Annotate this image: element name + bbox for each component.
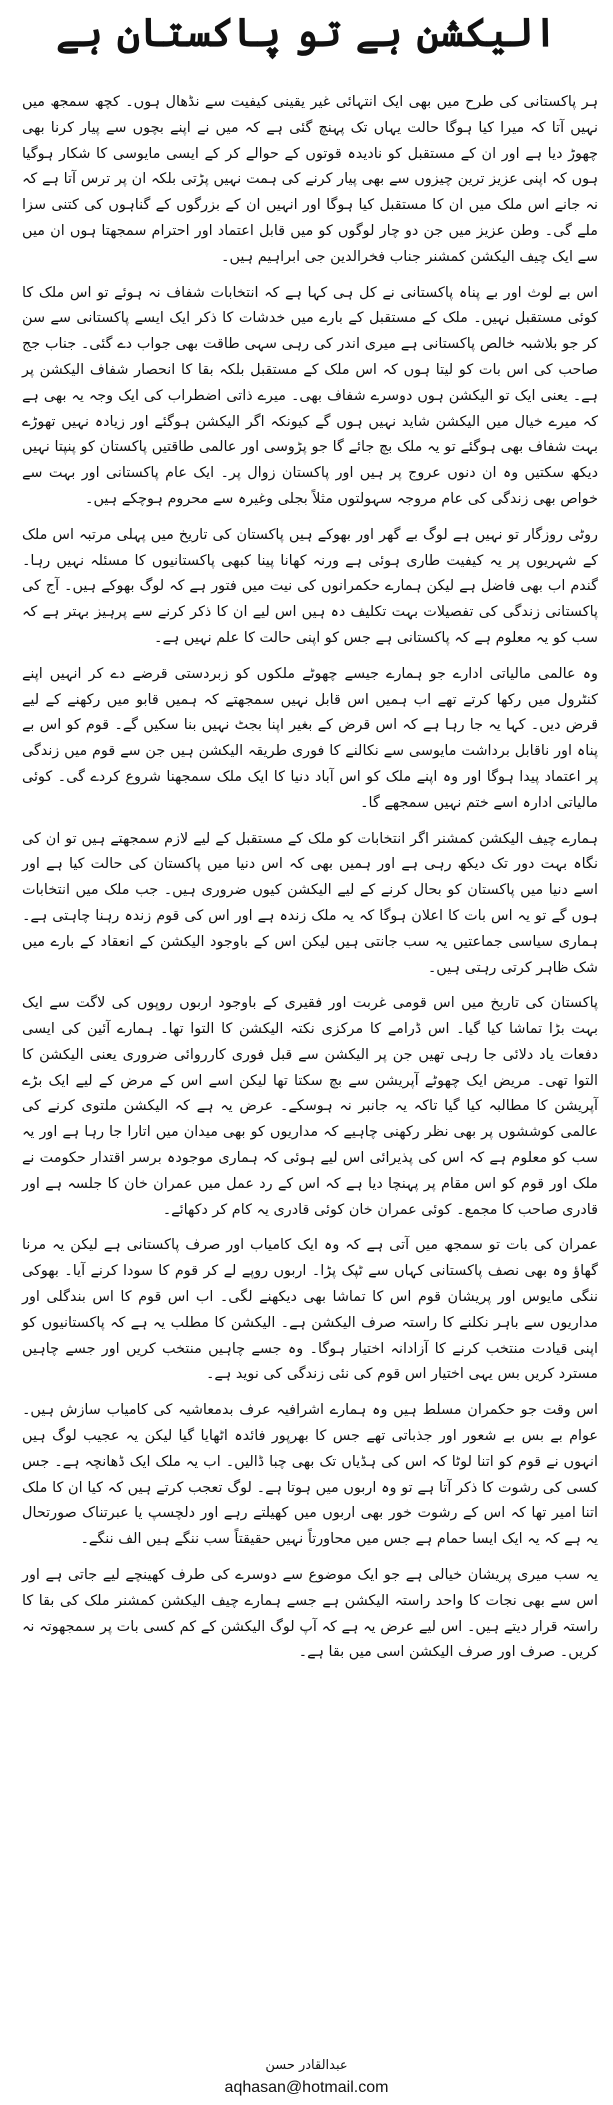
paragraph-1: ہر پاکستانی کی طرح میں بھی ایک انتہائی غیر یقینی کیفیت سے نڈھال ہوں۔ کچھ سمجھ میں نہیں آتا کہ میرا کیا ہوگا حالت یہاں تک پہنچ گئی ہے کہ میں نے اپنے بچوں سے پیار کرنا بھی چھوڑ دیا ہے اور ان کے مستقبل کو نادیدہ قوتوں کے حوالے کر کے ایسی مایوسی کا شکار ہوگیا ہوں کہ اپنی عزیز ترین چیزوں سے بھی پیار کرنے کی ہمت نہیں پڑتی بلکہ ان پر ترس آتا ہے کہ نہ جانے اس ملک میں ان کا مستقبل کیا ہوگا اور انہیں ان کے بزرگوں کے گناہوں کی کتنی سزا ملے گی۔ وطن عزیز میں جن دو چار لوگوں کو میں قابل اعتماد اور احترام سمجھتا ہوں ان میں سے ایک چیف الیکشن کمشنر جناب فخرالدین جی ابراہیم ہیں۔ <box>22 94 598 265</box>
paragraph-7: عمران کی بات تو سمجھ میں آتی ہے کہ وہ ایک کامیاب اور صرف پاکستانی ہے لیکن یہ مرنا گھاؤ وہ بھی نصف پاکستانی کہاں سے ٹپک پڑا۔ اربوں روپے لے کر قوم کا سودا کرنے آیا۔ بھوکی ننگی مایوس اور پریشان قوم اس کا تماشا بھی دیکھنے لگی۔ اب اس قوم کا اس بندگلی اور مداریوں سے باہر نکلنے کا راستہ صرف الیکشن ہے۔ الیکشن کا مطلب یہ ہے کہ پاکستانیوں کو اپنی قیادت منتخب کرنے کا آزادانہ اختیار ہوگا۔ وہ جسے چاہیں منتخب کریں اور جسے چاہیں مسترد کریں بس یہی اختیار اس قوم کی نئی زندگی کی نوید ہے۔ <box>22 1237 598 1383</box>
article-headline: الیکشن ہے تو پاکستان ہے <box>55 9 557 56</box>
paragraph-4: وہ عالمی مالیاتی ادارے جو ہمارے جیسے چھوٹے ملکوں کو زبردستی قرضے دے کر انہیں اپنے کنٹرول میں رکھا کرتے تھے اب ہمیں اس قابل نہیں سمجھتے کہ ہمیں قابو میں رکھنے کے لیے قرض دیں۔ کہا یہ جا رہا ہے کہ اس قرض کے بغیر اپنا بجٹ نہیں بنا سکیں گے۔ قوم کو اس بے پناہ اور ناقابل برداشت مایوسی سے نکالنے کا فوری طریقہ الیکشن ہیں جن سے قوم میں زندگی پر اعتماد پیدا ہوگا اور وہ اپنے ملک کو اس آباد دنیا کا ایک ملک سمجھنا شروع کردے گی۔ کوئی مالیاتی ادارہ اسے ختم نہیں سمجھے گا۔ <box>22 665 598 811</box>
paragraph-9: یہ سب میری پریشان خیالی ہے جو ایک موضوع سے دوسرے کی طرف کھینچے لیے جاتی ہے اور اس سے بھی نجات کا واحد راستہ الیکشن ہے جسے ہمارے چیف الیکشن کمشنر ملک کی بقا کا راستہ قرار دیتے ہیں۔ اس لیے عرض یہ ہے کہ آپ لوگ الیکشن کے کم کسی بات پر سمجھوتہ نہ کریں۔ صرف اور صرف الیکشن اسی میں بقا ہے۔ <box>22 1567 598 1661</box>
paragraph-5: ہمارے چیف الیکشن کمشنر اگر انتخابات کو ملک کے مستقبل کے لیے لازم سمجھتے ہیں تو ان کی نگاہ بہت دور تک دیکھ رہی ہے اور ہمیں بھی کہ اس دنیا میں پاکستان کی حالت کیا ہے اور اسے دنیا میں پاکستان کو بحال کرنے کے لیے الیکشن کیوں ضروری ہیں۔ جب ملک میں انتخابات ہوں گے تو یہ اس بات کا اعلان ہوگا کہ یہ ملک زندہ ہے اور اس کی قوم زندہ رہنا چاہتی ہے۔ ہماری سیاسی جماعتیں یہ سب جانتی ہیں لیکن اس کے باوجود الیکشن کے انعقاد کے بارے میں شک ظاہر کرتی رہتی ہیں۔ <box>22 830 598 976</box>
paragraph-6: پاکستان کی تاریخ میں اس قومی غربت اور فقیری کے باوجود اربوں روپوں کی لاگت سے ایک بہت بڑا تماشا کیا گیا۔ اس ڈرامے کا مرکزی نکتہ الیکشن کا التوا تھا۔ ہمارے آئین کی ایسی دفعات یاد دلائی جا رہی تھیں جن پر الیکشن سے قبل فوری کارروائی ضروری یعنی الیکشن کا التوا تھی۔ مریض ایک چھوٹے آپریشن سے بچ سکتا تھا لیکن اسے اس کے مرض کے لیے ایک بڑے آپریشن کا مطالبہ کیا گیا تاکہ یہ جانبر نہ ہوسکے۔ عرض یہ ہے کہ الیکشن ملتوی کرنے کی عالمی کوششوں پر بھی نظر رکھنی چاہیے کہ مداریوں کو بھی میدان میں اتارا جا رہا ہے اور یہ سب کو معلوم ہے کہ اس کی پذیرائی اس لیے ہوئی کہ ہماری موجودہ برسر اقتدار حکومت نے ملک اور قوم کو اس مقام پر پہنچا دیا ہے کہ اس کے رد عمل میں عمران خان کا جلسہ ہے اور قادری صاحب کا مجمع۔ کوئی عمران خان کوئی قادری یہ کام کر دکھائے۔ <box>22 995 598 1218</box>
article-body <box>22 90 598 1676</box>
author-email[interactable]: aqhasan@hotmail.com <box>224 2079 389 2096</box>
paragraph-2: اس بے لوث اور بے پناہ پاکستانی نے کل ہی کہا ہے کہ انتخابات شفاف نہ ہوئے تو اس ملک کا کوئی مستقبل نہیں۔ ملک کے مستقبل کے بارے میں خدشات کا ذکر ایک ایسے پاکستانی سے سن کر جو بلاشبہ خالص پاکستانی ہے میری اندر کی رہی سہی طاقت بھی جواب دے گئی۔ جناب جج صاحب کی اس بات کو لیتا ہوں کہ اس ملک کے مستقبل بلکہ بقا کا انحصار شفاف الیکشن پر ہے۔ یعنی ایک تو الیکشن ہوں دوسرے شفاف بھی۔ میرے ذاتی اضطراب کی ایک وجہ یہ بھی ہے کہ میرے خیال میں الیکشن شاید نہیں ہوں گے کیونکہ اگر الیکشن ہوگئے اور زیادہ نہیں تھوڑے بہت شفاف بھی ہوگئے تو یہ ملک بچ جائے گا جو پڑوسی اور عالمی طاقتیں پاکستان کو پنپتا نہیں دیکھ سکتیں وہ ان دنوں عروج پر ہیں اور پاکستان زوال پر۔ ایک عام پاکستانی اور بہت سے خواص بھی زندگی کی عام مروجہ سہولتوں مثلاً بجلی وغیرہ سے محروم ہوچکے ہیں۔ <box>22 284 598 507</box>
author-name: عبدالقادر حسن <box>265 2058 348 2073</box>
paragraph-8: اس وقت جو حکمران مسلط ہیں وہ ہمارے اشرافیہ عرف بدمعاشیہ کی کامیاب سازش ہیں۔ عوام بے بس بے شعور اور جذباتی تھے جس کا بھرپور فائدہ اٹھایا گیا لیکن یہ عجیب لوگ ہیں انہوں نے قوم کو اتنا لوٹا کہ اس کی ہڈیاں تک بھی چبا ڈالیں۔ اب یہ ملک ایک ڈھانچہ ہے۔ جس کسی کی رشوت کا ذکر آتا ہے تو وہ اربوں میں ہوتا ہے۔ لوگ تعجب کرتے ہیں کہ کیا ان کا ملک اتنا امیر تھا کہ اس کے رشوت خور بھی اربوں میں کھیلتے رہے اور دلچسپ یا عبرتناک صورتحال یہ ہے کہ یہ ایک ایسا حمام ہے جس میں محاورتاً نہیں حقیقتاً سب ننگے ہیں الف ننگے۔ <box>22 1402 598 1548</box>
paragraph-3: روٹی روزگار تو نہیں ہے لوگ بے گھر اور بھوکے ہیں پاکستان کی تاریخ میں پہلی مرتبہ اس ملک کے شہریوں پر یہ کیفیت طاری ہوئی ہے ورنہ کھانا پینا کبھی پاکستانیوں کا مسئلہ نہیں رہا۔ گندم اب بھی فاضل ہے لیکن ہمارے حکمرانوں کی نیت میں فتور ہے کہ لوگ بھوکے ہیں۔ آج کی پاکستانی زندگی کی تفصیلات بہت تکلیف دہ ہیں اس لیے ان کا ذکر کرنے سے پرہیز بہتر ہے کہ سب کو یہ معلوم ہے کہ پاکستانی ہے جس کو اپنی حالت کا علم نہیں ہے۔ <box>22 526 598 646</box>
